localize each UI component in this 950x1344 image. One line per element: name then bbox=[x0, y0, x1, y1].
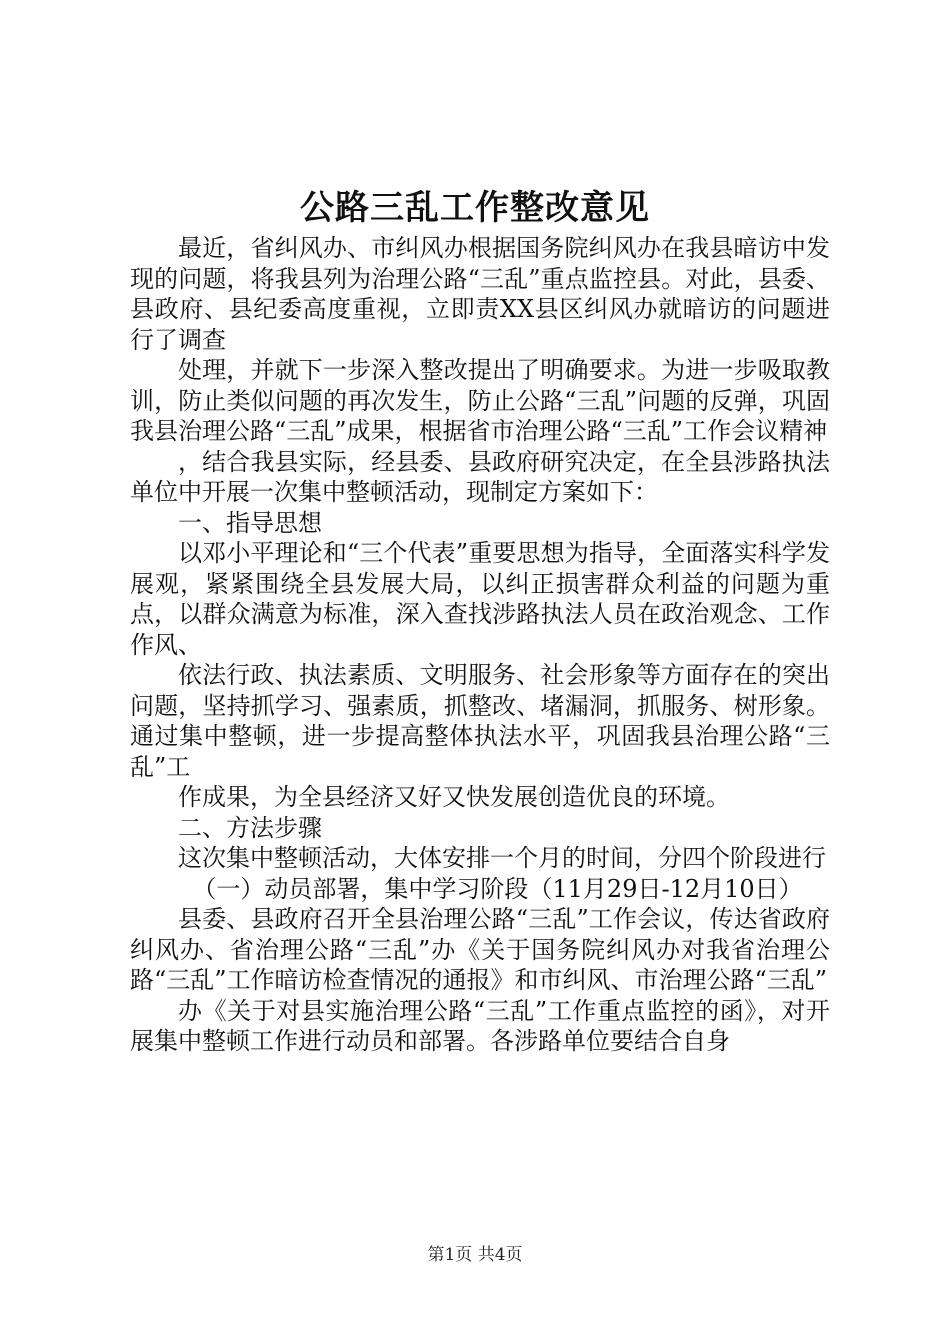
subsection-heading: （一）动员部署，集中学习阶段（11月29日-12月10日） bbox=[192, 874, 803, 903]
document-title: 公路三乱工作整改意见 bbox=[300, 188, 650, 228]
section-heading: 一、指导思想 bbox=[178, 508, 322, 537]
paragraph: ，结合我县实际，经县委、县政府研究决定，在全县涉路执法单位中开展一次集中整顿活动，现制定方案如下： bbox=[130, 447, 830, 506]
paragraph: 作成果，为全县经济又好又快发展创造优良的环境。 bbox=[178, 783, 730, 811]
page-number-footer: 第1页 共4页 bbox=[427, 1245, 523, 1265]
paragraph: 办《关于对县实施治理公路“三乱”工作重点监控的函》，对开展集中整顿工作进行动员和部署。各涉路单位要结合自身 bbox=[130, 996, 830, 1055]
paragraph: 县委、县政府召开全县治理公路“三乱”工作会议，传达省政府纠风办、省治理公路“三乱”办《关于国务院纠风办对我省治理公路“三乱”工作暗访检查情况的通报》和市纠风、市治理公路“三乱” bbox=[130, 905, 830, 994]
section-heading: 二、方法步骤 bbox=[178, 813, 322, 842]
document-body bbox=[130, 233, 830, 1057]
paragraph: 以邓小平理论和“三个代表”重要思想为指导，全面落实科学发展观，紧紧围绕全县发展大局，以纠正损害群众利益的问题为重点，以群众满意为标准，深入查找涉路执法人员在政治观念、工作作风、 bbox=[130, 539, 830, 659]
paragraph: 处理，并就下一步深入整改提出了明确要求。为进一步吸取教训，防止类似问题的再次发生，防止公路“三乱”问题的反弹，巩固我县治理公路“三乱”成果，根据省市治理公路“三乱”工作会议精神 bbox=[130, 356, 830, 445]
paragraph: 依法行政、执法素质、文明服务、社会形象等方面存在的突出问题，坚持抓学习、强素质，抓整改、堵漏洞，抓服务、树形象。通过集中整顿，进一步提高整体执法水平，巩固我县治理公路“三乱”工 bbox=[130, 661, 830, 781]
paragraph: 最近，省纠风办、市纠风办根据国务院纠风办在我县暗访中发现的问题，将我县列为治理公路“三乱”重点监控县。对此，县委、县政府、县纪委高度重视，立即责XX县区纠风办就暗访的问题进行了调查 bbox=[130, 234, 830, 354]
paragraph: 这次集中整顿活动，大体安排一个月的时间，分四个阶段进行 bbox=[178, 844, 826, 872]
